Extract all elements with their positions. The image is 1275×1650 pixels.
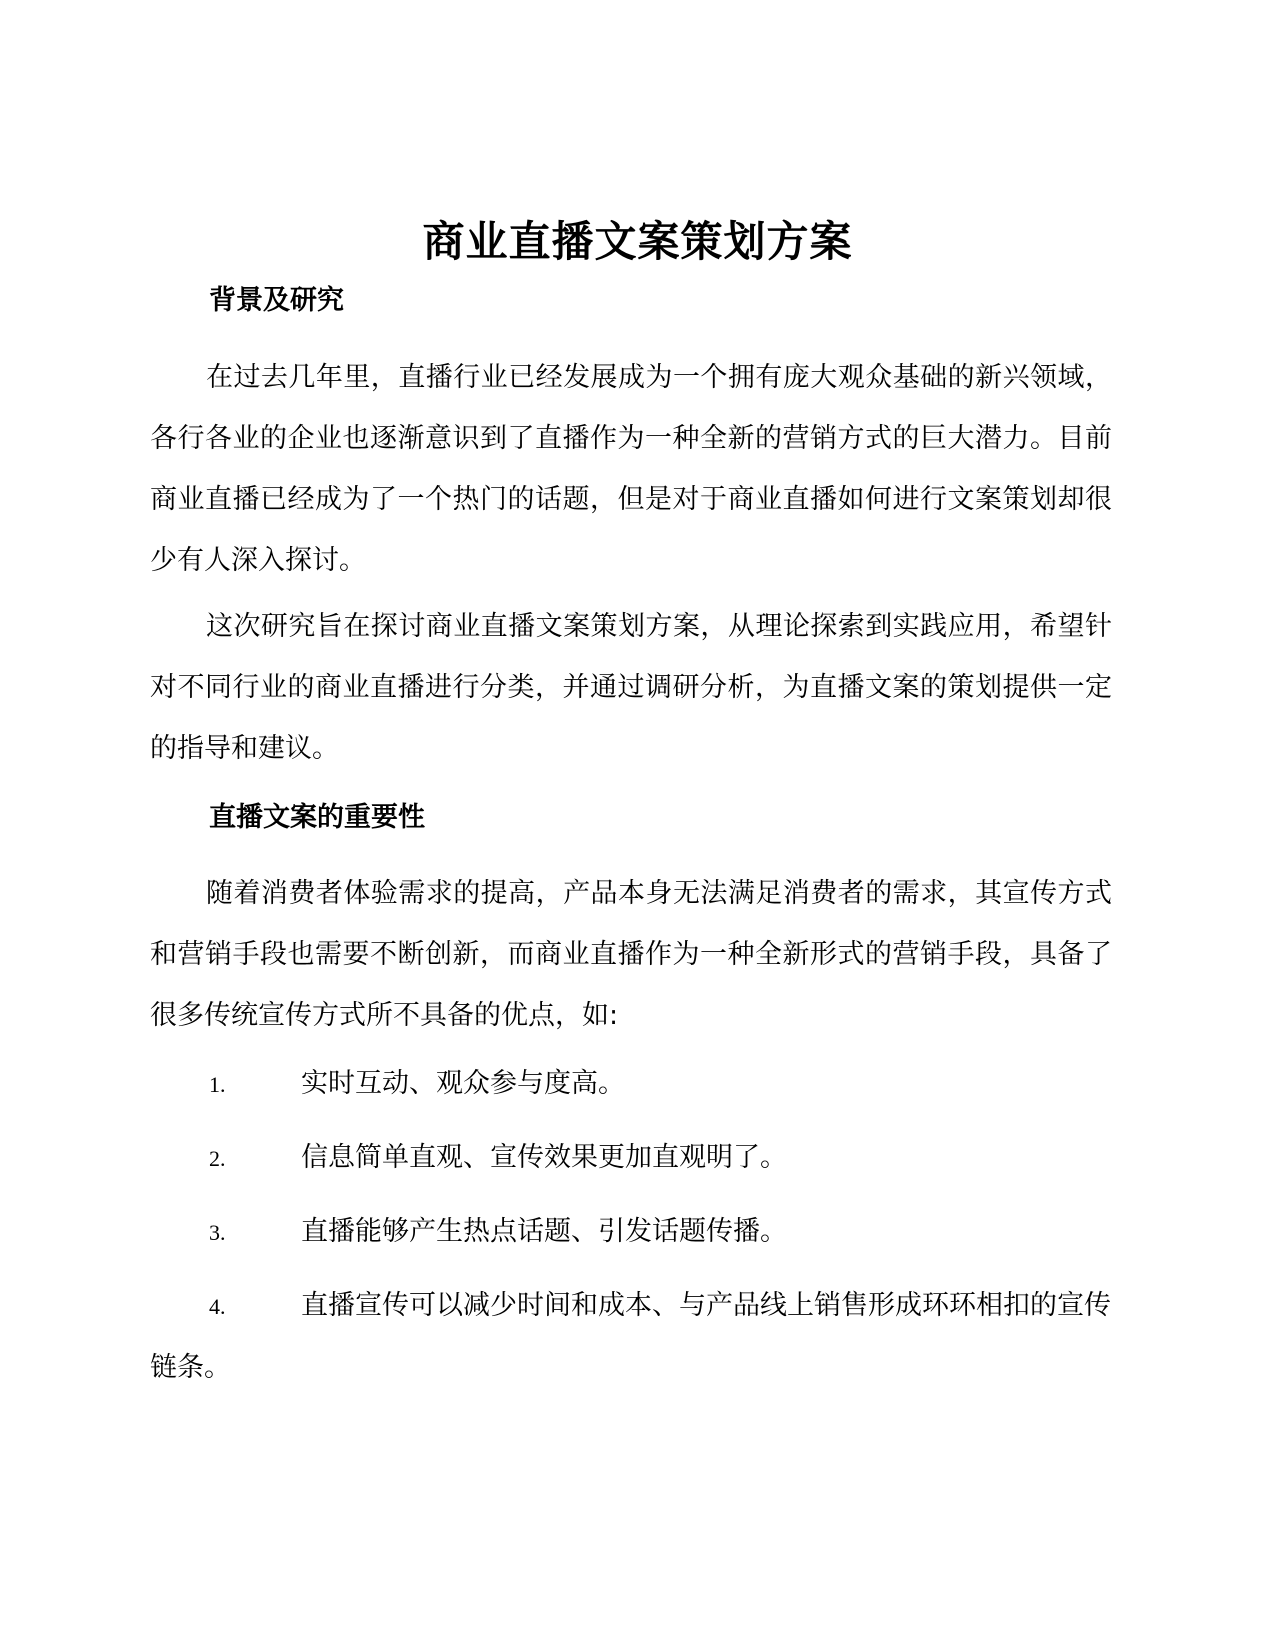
list-text: 直播宣传可以减少时间和成本、与产品线上销售形成环环相扣的宣传链条。 — [150, 1290, 1111, 1383]
document-title: 商业直播文案策划方案 — [422, 217, 853, 266]
list-number: 1. — [209, 1072, 226, 1097]
section-heading-background: 背景及研究 — [209, 285, 344, 316]
section-heading-importance: 直播文案的重要性 — [209, 802, 425, 833]
list-text: 直播能够产生热点话题、引发话题传播。 — [301, 1216, 787, 1247]
list-text: 信息简单直观、宣传效果更加直观明了。 — [301, 1142, 787, 1173]
list-item — [150, 1275, 1112, 1398]
list-number: 3. — [209, 1220, 226, 1245]
list-text: 实时互动、观众参与度高。 — [301, 1068, 625, 1099]
paragraph-importance: 随着消费者体验需求的提高，产品本身无法满足消费者的需求，其宣传方式和营销手段也需要不断创新，而商业直播作为一种全新形式的营销手段，具备了很多传统宣传方式所不具备的优点，如: — [150, 878, 1112, 1031]
list-number: 4. — [209, 1294, 226, 1319]
paragraph-background-2: 这次研究旨在探讨商业直播文案策划方案，从理论探索到实践应用，希望针对不同行业的商业直播进行分类，并通过调研分析，为直播文案的策划提供一定的指导和建议。 — [150, 611, 1112, 764]
list-number: 2. — [209, 1146, 226, 1171]
paragraph-background-1: 在过去几年里，直播行业已经发展成为一个拥有庞大观众基础的新兴领域，各行各业的企业也逐渐意识到了直播作为一种全新的营销方式的巨大潜力。目前商业直播已经成为了一个热门的话题，但是对于商业直播如何进行文案策划却很少有人深入探讨。 — [150, 362, 1112, 576]
list-item — [150, 1201, 1112, 1263]
list-item — [150, 1053, 1112, 1115]
list-item — [150, 1127, 1112, 1189]
